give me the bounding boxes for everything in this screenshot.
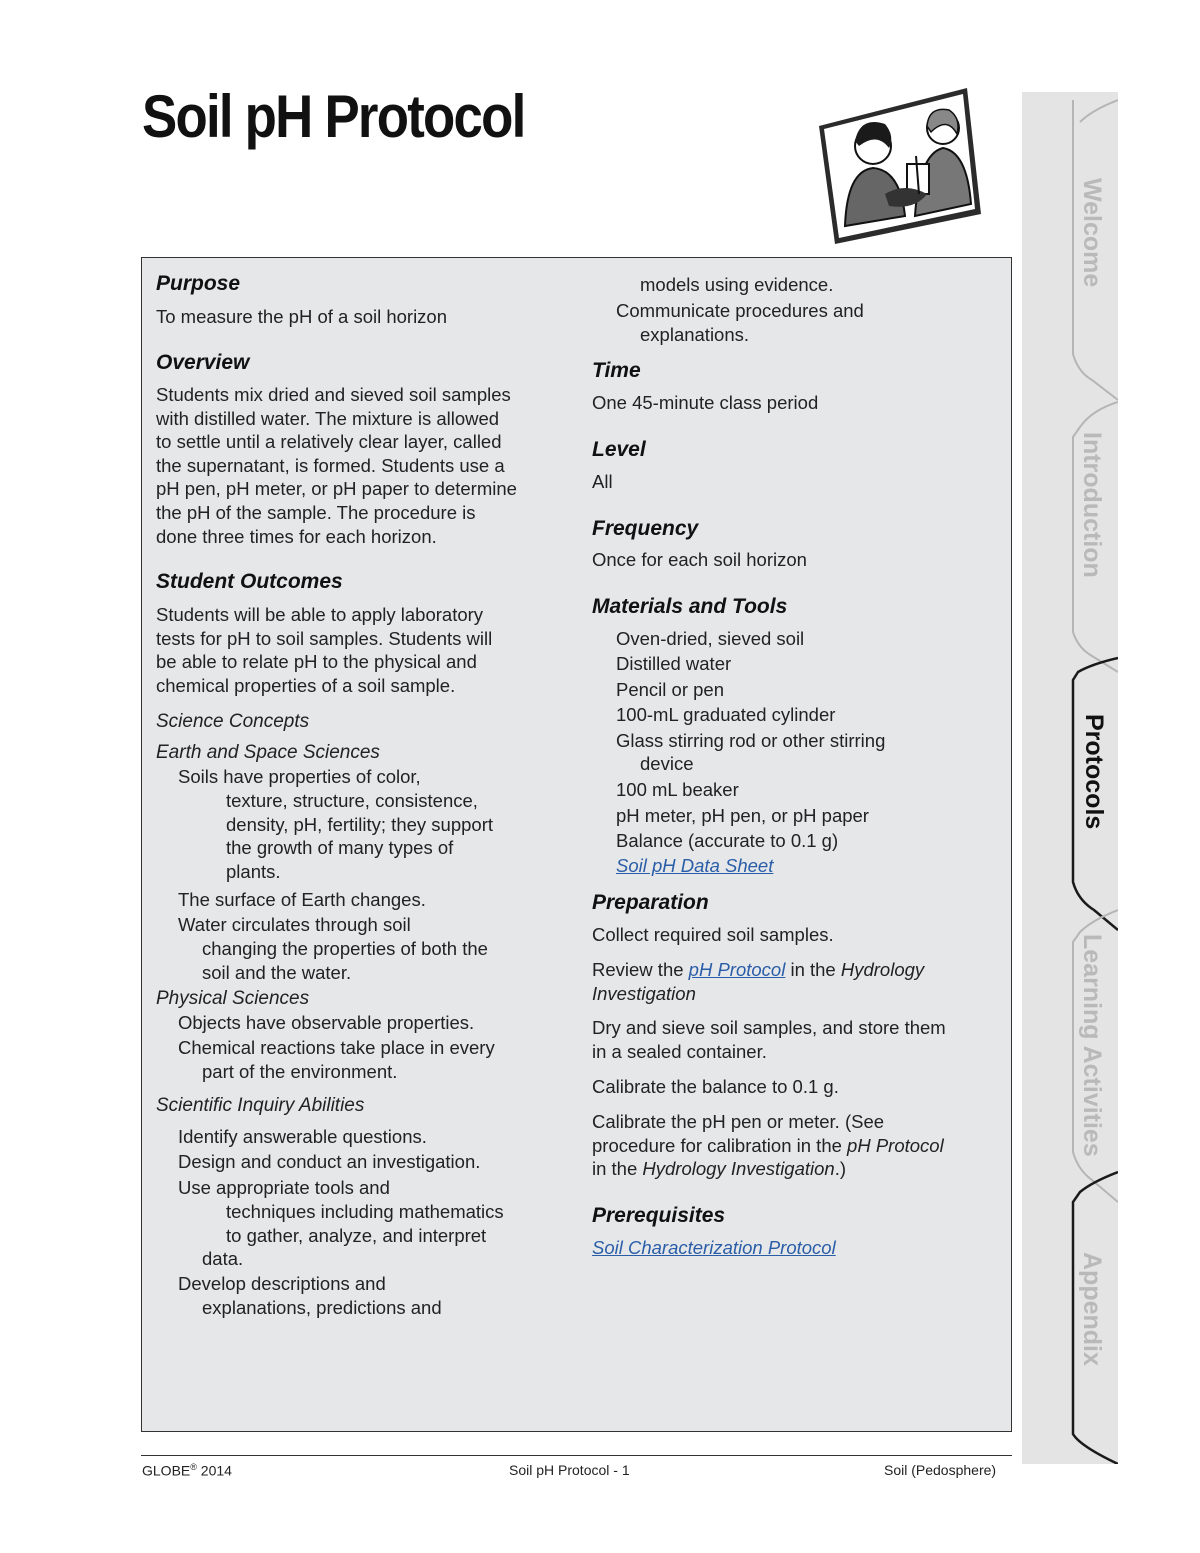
frequency-heading: Frequency bbox=[592, 517, 699, 540]
concept-item: part of the environment. bbox=[202, 1061, 398, 1082]
material-item: Pencil or pen bbox=[616, 679, 724, 700]
physical-sciences-label: Physical Sciences bbox=[156, 988, 310, 1009]
footer-divider bbox=[141, 1455, 1012, 1456]
tab-learning-activities[interactable]: Learning Activities bbox=[1078, 934, 1106, 1157]
prep-step: Calibrate the balance to 0.1 g. bbox=[592, 1076, 839, 1097]
soil-characterization-protocol-link[interactable]: Soil Characterization Protocol bbox=[592, 1237, 836, 1258]
ph-protocol-link[interactable]: pH Protocol bbox=[688, 959, 786, 980]
footer-section-label: Soil (Pedosphere) bbox=[884, 1462, 997, 1478]
inquiry-item-continued: explanations. bbox=[640, 324, 750, 345]
tab-protocols[interactable]: Protocols bbox=[1080, 714, 1108, 830]
concept-item: Water circulates through soil bbox=[178, 914, 411, 935]
concept-item: soil and the water. bbox=[202, 961, 352, 983]
purpose-heading: Purpose bbox=[156, 272, 241, 295]
material-item: 100 mL beaker bbox=[616, 779, 739, 800]
inquiry-item: to gather, analyze, and interpret bbox=[226, 1224, 487, 1246]
inquiry-item: Identify answerable questions. bbox=[178, 1126, 427, 1147]
prep-step: in the Hydrology Investigation.) bbox=[592, 1158, 847, 1180]
overview-line: to settle until a relatively clear layer, called bbox=[156, 431, 502, 453]
concept-item: the growth of many types of bbox=[226, 837, 454, 859]
science-concepts-label: Science Concepts bbox=[156, 711, 310, 732]
concept-item: The surface of Earth changes. bbox=[178, 889, 426, 910]
level-heading: Level bbox=[592, 438, 646, 461]
concept-item: Chemical reactions take place in every bbox=[178, 1037, 495, 1058]
concept-item: plants. bbox=[226, 860, 281, 882]
earth-space-label: Earth and Space Sciences bbox=[156, 742, 380, 763]
page-title: Soil pH Protocol bbox=[142, 83, 525, 150]
tab-appendix[interactable]: Appendix bbox=[1078, 1252, 1106, 1366]
inquiry-abilities-label: Scientific Inquiry Abilities bbox=[156, 1095, 365, 1116]
footer-page-label: Soil pH Protocol - 1 bbox=[509, 1462, 630, 1478]
material-item bbox=[616, 854, 773, 878]
inquiry-item: Communicate procedures and bbox=[616, 300, 864, 321]
frequency-text: Once for each soil horizon bbox=[592, 549, 807, 570]
soil-ph-data-sheet-link[interactable]: Soil pH Data Sheet bbox=[616, 855, 774, 876]
prerequisite-item bbox=[592, 1236, 836, 1260]
concept-item: changing the properties of both the bbox=[202, 938, 488, 959]
prep-step: in a sealed container. bbox=[592, 1040, 767, 1062]
concept-item: texture, structure, consistence, bbox=[226, 790, 478, 811]
material-item: Balance (accurate to 0.1 g) bbox=[616, 830, 839, 851]
overview-heading: Overview bbox=[156, 351, 250, 374]
footer-left: GLOBE® 2014 bbox=[142, 1462, 232, 1479]
outcomes-line: be able to relate pH to the physical and bbox=[156, 651, 477, 673]
material-item: Glass stirring rod or other stirring bbox=[616, 730, 886, 751]
prerequisites-heading: Prerequisites bbox=[592, 1204, 726, 1227]
inquiry-item: data. bbox=[202, 1248, 244, 1270]
tab-introduction[interactable]: Introduction bbox=[1078, 432, 1106, 578]
purpose-text: To measure the pH of a soil horizon bbox=[156, 306, 448, 327]
overview-line: the pH of the sample. The procedure is bbox=[156, 502, 476, 523]
outcomes-line: tests for pH to soil samples. Students will bbox=[156, 627, 493, 649]
students-illustration bbox=[815, 86, 985, 246]
level-text: All bbox=[592, 471, 613, 492]
prep-step: procedure for calibration in the pH Protocol bbox=[592, 1134, 944, 1156]
material-item: Oven-dried, sieved soil bbox=[616, 628, 805, 649]
section-tabs-sidebar bbox=[1022, 92, 1118, 1464]
prep-step: Calibrate the pH pen or meter. (See bbox=[592, 1111, 885, 1132]
material-item: pH meter, pH pen, or pH paper bbox=[616, 805, 869, 826]
prep-step: Review the pH Protocol in the Hydrology bbox=[592, 959, 925, 980]
material-item: Distilled water bbox=[616, 653, 732, 674]
outcomes-line: Students will be able to apply laboratory bbox=[156, 604, 484, 625]
inquiry-item-continued: models using evidence. bbox=[640, 274, 834, 295]
time-heading: Time bbox=[592, 359, 641, 382]
material-item: device bbox=[640, 753, 694, 774]
inquiry-item: techniques including mathematics bbox=[226, 1201, 504, 1222]
concept-item: Soils have properties of color, bbox=[178, 766, 421, 787]
material-item: 100-mL graduated cylinder bbox=[616, 704, 836, 725]
concept-item: Objects have observable properties. bbox=[178, 1012, 475, 1033]
time-text: One 45-minute class period bbox=[592, 392, 819, 413]
overview-line: pH pen, pH meter, or pH paper to determine bbox=[156, 478, 517, 500]
concept-item: density, pH, fertility; they support bbox=[226, 813, 493, 835]
outcomes-line: chemical properties of a soil sample. bbox=[156, 674, 456, 696]
tab-welcome[interactable]: Welcome bbox=[1078, 178, 1106, 288]
overview-line: done three times for each horizon. bbox=[156, 525, 437, 547]
prep-step: Investigation bbox=[592, 982, 696, 1004]
inquiry-item: explanations, predictions and bbox=[202, 1297, 442, 1318]
preparation-heading: Preparation bbox=[592, 891, 709, 914]
prep-step: Dry and sieve soil samples, and store them bbox=[592, 1017, 946, 1038]
student-outcomes-heading: Student Outcomes bbox=[156, 570, 343, 593]
inquiry-item: Use appropriate tools and bbox=[178, 1177, 390, 1198]
overview-line: Students mix dried and sieved soil samples bbox=[156, 384, 511, 405]
protocol-summary-box bbox=[141, 257, 1012, 1432]
overview-line: with distilled water. The mixture is allowed bbox=[156, 407, 500, 429]
overview-line: the supernatant, is formed. Students use a bbox=[156, 454, 505, 476]
materials-heading: Materials and Tools bbox=[592, 595, 788, 618]
inquiry-item: Design and conduct an investigation. bbox=[178, 1151, 481, 1172]
prep-step: Collect required soil samples. bbox=[592, 924, 834, 945]
inquiry-item: Develop descriptions and bbox=[178, 1273, 386, 1294]
